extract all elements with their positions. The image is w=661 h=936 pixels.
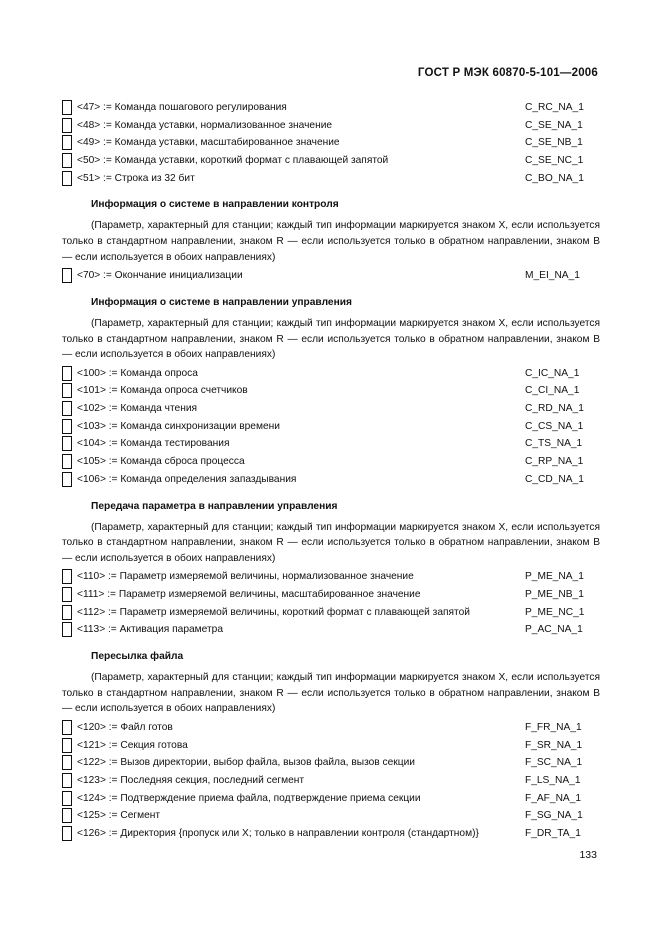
section-note: (Параметр, характерный для станции; каждый тип информации маркируется знаком X, если используется только в стандартном направлении, знаком R — если используется только в обратном направлении, знаком B — если используется в обоих направлениях) — [62, 220, 600, 263]
type-code: F_AF_NA_1 — [525, 792, 582, 804]
type-label: <110> := Параметр измеряемой величины, нормализованное значение — [77, 571, 414, 583]
type-label: <112> := Параметр измеряемой величины, короткий формат с плавающей запятой — [77, 606, 470, 618]
checkbox[interactable] — [62, 436, 72, 451]
checkbox[interactable] — [62, 826, 72, 841]
page-number: 133 — [579, 849, 597, 861]
type-code: C_CS_NA_1 — [525, 420, 584, 432]
type-row-105 — [62, 453, 600, 471]
checkbox[interactable] — [62, 454, 72, 469]
type-code: C_SE_NB_1 — [525, 137, 583, 149]
type-label: <101> := Команда опроса счетчиков — [77, 385, 248, 397]
checkbox[interactable] — [62, 738, 72, 753]
type-code: F_DR_TA_1 — [525, 827, 581, 839]
type-row-112 — [62, 604, 600, 622]
type-label: <122> := Вызов директории, выбор файла, вызов файла, вызов секции — [77, 757, 415, 769]
type-code: M_EI_NA_1 — [525, 270, 580, 282]
checkbox[interactable] — [62, 100, 72, 115]
checkbox[interactable] — [62, 755, 72, 770]
section-note: (Параметр, характерный для станции; каждый тип информации маркируется знаком X, если используется только в стандартном направлении, знаком R — если используется только в обратном направлении, знаком B — если используется в обоих направлениях) — [62, 521, 600, 564]
type-row-51 — [62, 170, 600, 188]
checkbox[interactable] — [62, 605, 72, 620]
type-code: F_SC_NA_1 — [525, 757, 583, 769]
type-label: <111> := Параметр измеряемой величины, масштабированное значение — [77, 588, 421, 600]
type-label: <113> := Активация параметра — [77, 624, 223, 636]
type-code: F_LS_NA_1 — [525, 774, 581, 786]
type-label: <70> := Окончание инициализации — [77, 270, 243, 282]
type-row-101 — [62, 382, 600, 400]
type-list-group1 — [62, 99, 600, 187]
section-heading: Пересылка файла — [91, 651, 184, 663]
type-label: <51> := Строка из 32 бит — [77, 172, 195, 184]
section-note: (Параметр, характерный для станции; каждый тип информации маркируется знаком X, если используется только в стандартном направлении, знаком R — если используется только в обратном направлении, знаком B — если используется в обоих направлениях) — [62, 672, 600, 715]
type-row-103 — [62, 418, 600, 436]
type-row-121 — [62, 737, 600, 755]
type-code: C_CI_NA_1 — [525, 385, 580, 397]
type-label: <126> := Директория {пропуск или X; только в направлении контроля (стандартном)} — [77, 827, 479, 839]
type-label: <103> := Команда синхронизации времени — [77, 420, 280, 432]
type-code: P_AC_NA_1 — [525, 624, 583, 636]
type-row-125 — [62, 807, 600, 825]
type-label: <50> := Команда уставки, короткий формат с плавающей запятой — [77, 155, 389, 167]
checkbox[interactable] — [62, 153, 72, 168]
type-row-106 — [62, 471, 600, 489]
checkbox[interactable] — [62, 383, 72, 398]
type-row-113 — [62, 621, 600, 639]
page-header: ГОСТ Р МЭК 60870-5-101—2006 — [417, 67, 598, 79]
type-row-120 — [62, 719, 600, 737]
checkbox[interactable] — [62, 791, 72, 806]
type-code: F_FR_NA_1 — [525, 721, 582, 733]
type-row-123 — [62, 772, 600, 790]
checkbox[interactable] — [62, 569, 72, 584]
type-row-50 — [62, 152, 600, 170]
type-code: C_TS_NA_1 — [525, 438, 583, 450]
type-label: <120> := Файл готов — [77, 721, 173, 733]
type-code: C_RC_NA_1 — [525, 102, 584, 113]
section-heading: Информация о системе в направлении контроля — [91, 199, 339, 211]
type-row-48 — [62, 117, 600, 135]
type-code: C_BO_NA_1 — [525, 172, 584, 184]
checkbox[interactable] — [62, 808, 72, 823]
type-code: P_ME_NA_1 — [525, 571, 584, 583]
type-label: <49> := Команда уставки, масштабированное значение — [77, 137, 340, 149]
checkbox[interactable] — [62, 622, 72, 637]
type-code: C_RD_NA_1 — [525, 403, 584, 415]
type-code: P_ME_NC_1 — [525, 606, 585, 618]
type-code: C_CD_NA_1 — [525, 473, 584, 485]
checkbox[interactable] — [62, 268, 72, 283]
type-label: <106> := Команда определения запаздывания — [77, 473, 297, 485]
checkbox[interactable] — [62, 587, 72, 602]
section-heading: Информация о системе в направлении управления — [91, 296, 352, 308]
type-row-111 — [62, 586, 600, 604]
type-row-102 — [62, 400, 600, 418]
checkbox[interactable] — [62, 472, 72, 487]
section-heading: Передача параметра в направлении управления — [91, 500, 338, 512]
type-row-126 — [62, 825, 600, 843]
type-code: F_SR_NA_1 — [525, 739, 583, 751]
checkbox[interactable] — [62, 135, 72, 150]
type-code: P_ME_NB_1 — [525, 588, 584, 600]
type-row-110 — [62, 568, 600, 586]
type-label: <105> := Команда сброса процесса — [77, 456, 245, 468]
type-code: C_RP_NA_1 — [525, 456, 584, 468]
type-code: C_SE_NA_1 — [525, 119, 583, 131]
checkbox[interactable] — [62, 773, 72, 788]
type-label: <124> := Подтверждение приема файла, подтверждение приема секции — [77, 792, 421, 804]
type-row-49 — [62, 134, 600, 152]
type-label: <48> := Команда уставки, нормализованное значение — [77, 119, 333, 131]
section-note: (Параметр, характерный для станции; каждый тип информации маркируется знаком X, если используется только в стандартном направлении, знаком R — если используется только в обратном направлении, знаком B — если используется в обоих направлениях) — [62, 317, 600, 361]
type-row-47 — [62, 99, 600, 117]
type-code: C_IC_NA_1 — [525, 367, 580, 379]
checkbox[interactable] — [62, 419, 72, 434]
type-label: <100> := Команда опроса — [77, 367, 198, 379]
checkbox[interactable] — [62, 720, 72, 735]
type-label: <47> := Команда пошагового регулирования — [77, 102, 287, 113]
type-label: <121> := Секция готова — [77, 739, 188, 751]
type-label: <125> := Сегмент — [77, 810, 161, 822]
type-code: F_SG_NA_1 — [525, 810, 583, 822]
type-row-104 — [62, 435, 600, 453]
checkbox[interactable] — [62, 171, 72, 186]
type-label: <123> := Последняя секция, последний сегмент — [77, 774, 305, 786]
type-code: C_SE_NC_1 — [525, 155, 584, 167]
document-body — [62, 99, 600, 843]
checkbox[interactable] — [62, 366, 72, 381]
type-row-100 — [62, 365, 600, 383]
checkbox[interactable] — [62, 118, 72, 133]
checkbox[interactable] — [62, 401, 72, 416]
type-row-124 — [62, 790, 600, 808]
type-row-70 — [62, 267, 600, 285]
type-row-122 — [62, 754, 600, 772]
type-label: <102> := Команда чтения — [77, 403, 198, 415]
type-label: <104> := Команда тестирования — [77, 438, 230, 450]
